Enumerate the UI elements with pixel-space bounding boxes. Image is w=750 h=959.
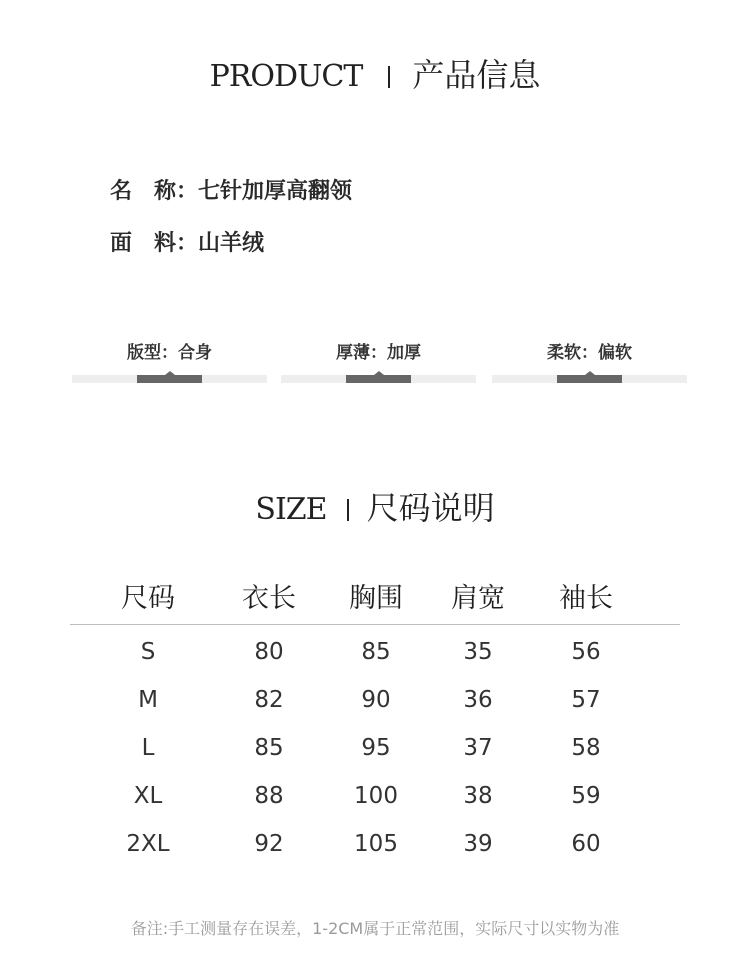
cell-chest: 85 (361, 639, 391, 665)
measurement-note: 备注:手工测量存在误差，1-2CM属于正常范围，实际尺寸以实物为准 (130, 919, 620, 938)
product-title-zh: 产品信息 (412, 56, 541, 94)
cell-sleeve: 60 (571, 831, 601, 857)
cell-sleeve: 58 (571, 735, 601, 761)
attribute-thickness-label (281, 338, 476, 363)
cell-length: 82 (254, 687, 284, 713)
product-section-title (0, 50, 750, 96)
cell-shoulder: 38 (463, 783, 493, 809)
header-length: 衣长 (242, 583, 296, 614)
table-row (70, 625, 680, 673)
cell-size: L (141, 735, 155, 761)
cell-shoulder: 37 (463, 735, 493, 761)
attribute-fit-value: 合身 (178, 343, 212, 363)
product-material-value: 山羊绒 (198, 231, 265, 256)
header-chest: 胸围 (349, 583, 403, 614)
product-name-value: 七针加厚高翻领 (198, 179, 353, 204)
table-row (70, 721, 680, 769)
cell-shoulder: 39 (463, 831, 493, 857)
title-divider (388, 66, 390, 88)
size-title-en: SIZE (255, 492, 327, 527)
attribute-softness-label (492, 338, 687, 363)
attribute-fit-key: 版型： (127, 343, 178, 363)
product-name-row (110, 174, 352, 205)
cell-sleeve: 59 (571, 783, 601, 809)
table-row (70, 769, 680, 817)
cell-length: 88 (254, 783, 284, 809)
attribute-softness-notch (585, 371, 595, 375)
cell-shoulder: 35 (463, 639, 493, 665)
size-section-title (0, 483, 750, 529)
attribute-fit-label (72, 338, 267, 363)
attribute-thickness-value: 加厚 (387, 343, 421, 363)
cell-size: 2XL (126, 831, 170, 857)
attribute-fit-marker (137, 375, 202, 383)
attribute-softness-marker (557, 375, 622, 383)
cell-chest: 100 (354, 783, 398, 809)
cell-length: 92 (254, 831, 284, 857)
size-table (70, 570, 680, 865)
cell-chest: 90 (361, 687, 391, 713)
product-material-label: 面 料： (110, 231, 199, 256)
header-sleeve: 袖长 (559, 583, 613, 614)
cell-sleeve: 56 (571, 639, 601, 665)
cell-chest: 95 (361, 735, 391, 761)
attribute-softness-value: 偏软 (598, 343, 632, 363)
cell-sleeve: 57 (571, 687, 601, 713)
size-title-zh: 尺码说明 (366, 489, 495, 527)
cell-size: M (138, 687, 158, 713)
product-title-en: PRODUCT (209, 59, 363, 94)
cell-shoulder: 36 (463, 687, 493, 713)
header-size: 尺码 (121, 583, 175, 614)
product-material-row (110, 226, 264, 257)
cell-size: S (140, 639, 156, 665)
cell-size: XL (133, 783, 163, 809)
size-table-header (70, 570, 680, 625)
table-row (70, 673, 680, 721)
attribute-thickness-key: 厚薄： (336, 343, 387, 363)
attribute-thickness-marker (346, 375, 411, 383)
product-name-label: 名 称： (110, 179, 199, 204)
header-shoulder: 肩宽 (451, 583, 505, 614)
cell-chest: 105 (354, 831, 398, 857)
cell-length: 80 (254, 639, 284, 665)
attribute-fit-notch (165, 371, 175, 375)
title-divider (347, 499, 349, 521)
cell-length: 85 (254, 735, 284, 761)
table-row (70, 817, 680, 865)
attribute-softness-key: 柔软： (547, 343, 598, 363)
attribute-thickness-notch (374, 371, 384, 375)
